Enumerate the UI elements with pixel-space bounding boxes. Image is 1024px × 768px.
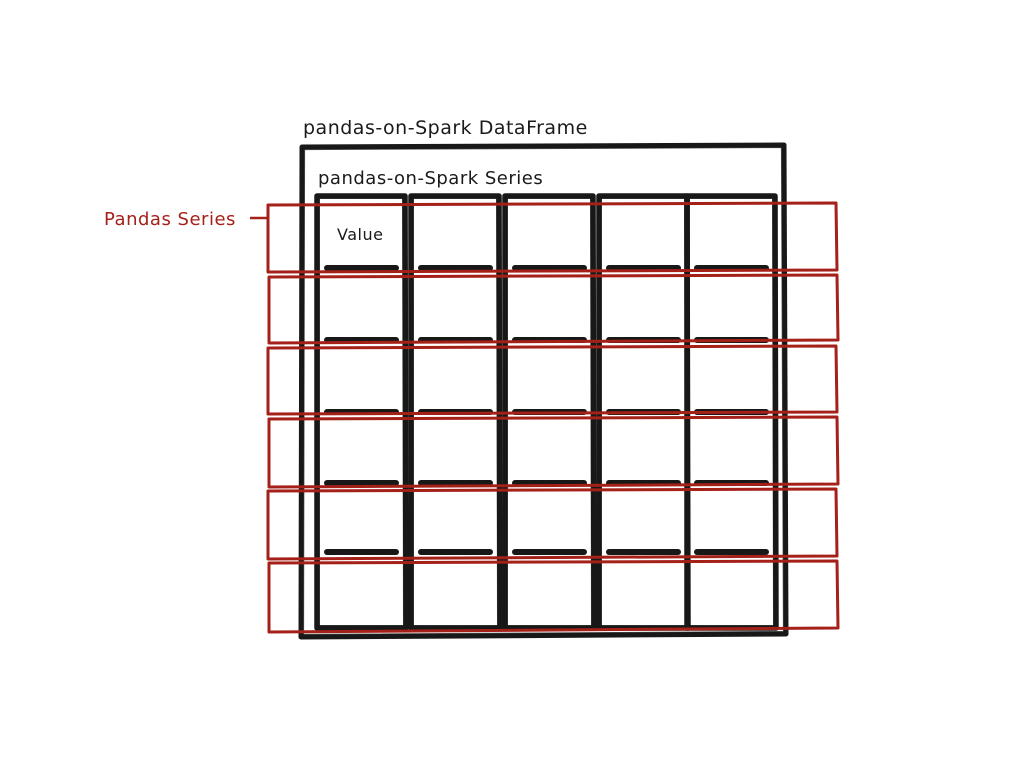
dataframe-label: pandas-on-Spark DataFrame — [303, 117, 588, 139]
pandas-series-row-5 — [268, 489, 837, 559]
value-cell-label: Value — [337, 225, 384, 244]
pandas-series-row-3 — [268, 346, 837, 414]
series-label: pandas-on-Spark Series — [318, 168, 544, 189]
pandas-series-row-4 — [269, 417, 838, 487]
cell-separators — [327, 268, 766, 552]
pandas-series-label: Pandas Series — [104, 209, 236, 230]
pandas-series-row-2 — [269, 275, 838, 343]
pandas-series-row-6 — [269, 561, 838, 632]
